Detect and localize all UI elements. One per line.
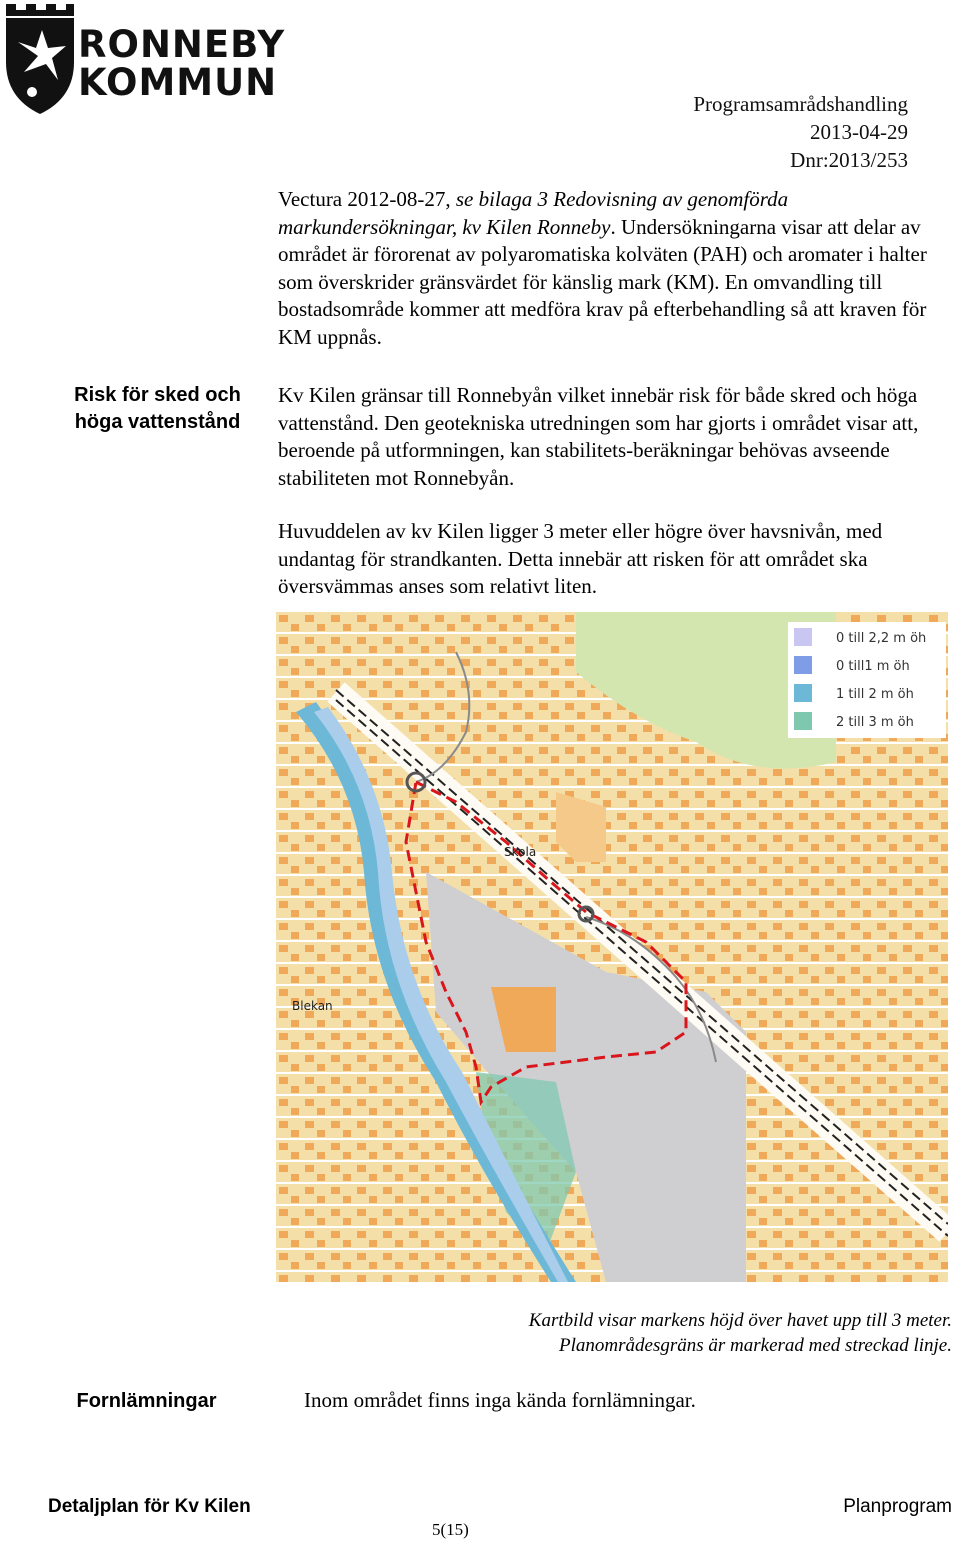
doc-type: Programsamrådshandling bbox=[693, 92, 908, 116]
ronneby-logo bbox=[0, 0, 290, 120]
doc-dnr: Dnr:2013/253 bbox=[790, 148, 908, 172]
legend-swatch-3 bbox=[794, 684, 812, 702]
fornl-text: Inom området finns inga kända fornlämningar. bbox=[304, 1388, 696, 1412]
footer-title: Detaljplan för Kv Kilen bbox=[48, 1496, 251, 1517]
legend-label-4: 2 till 3 m öh bbox=[836, 715, 914, 730]
caption-line2: Planområdesgräns är markerad med streckad linje. bbox=[559, 1335, 952, 1356]
logo-line2: KOMMUN bbox=[78, 61, 278, 104]
legend-label-1: 0 till 2,2 m öh bbox=[836, 631, 927, 646]
caption-line1: Kartbild visar markens höjd över havet upp till 3 meter. bbox=[528, 1310, 952, 1331]
map-graphic bbox=[276, 612, 948, 1282]
legend-label-3: 1 till 2 m öh bbox=[836, 687, 914, 702]
intro-lead: Vectura 2012-08-27, bbox=[278, 187, 456, 211]
footer-doc-type: Planprogram bbox=[843, 1496, 952, 1517]
risk-paragraph-1: Kv Kilen gränsar till Ronnebyån vilket innebär risk för både skred och höga vattenstånd. Den geotekniska utredningen som har gjorts i området visar att, beroende på utformningen, kan stabilitets-beräkningar behövas avseende stabiliteten mot Ronnebyån. bbox=[278, 383, 919, 490]
header-meta bbox=[693, 90, 908, 174]
intro-lead-italic: se bilaga 3 Redovisning av genomförda markundersökningar, kv Kilen Ronneby bbox=[278, 187, 789, 239]
legend-swatch-4 bbox=[794, 712, 812, 730]
logo-line1: RONNEBY bbox=[78, 23, 286, 66]
legend-label-2: 0 till1 m öh bbox=[836, 659, 910, 674]
coat-of-arms-icon bbox=[2, 2, 78, 118]
risk-paragraph-2: Huvuddelen av kv Kilen ligger 3 meter eller högre över havsnivån, med undantag för strandkanten. Detta innebär att risken för att området ska översvämmas anses som relativt liten. bbox=[278, 519, 883, 598]
legend-swatch-1 bbox=[794, 628, 812, 646]
map-label-school: Skola bbox=[504, 845, 537, 859]
page-number: 5(15) bbox=[432, 1520, 469, 1539]
fornl-heading: Fornlämningar bbox=[76, 1390, 217, 1412]
map-caption bbox=[392, 1308, 952, 1358]
legend-swatch-2 bbox=[794, 656, 812, 674]
map-label-district: Blekan bbox=[292, 999, 333, 1013]
intro-paragraph bbox=[278, 186, 938, 351]
intro-rest: . Undersökningarna visar att delar av området är förorenat av polyaromatiska kolväten (PAH) och aromater i halter som överskrider gränsvärdet för känslig mark (KM). En omvandling till bostadsområde kommer att medföra krav på efterbehandling så att kraven för KM uppnås. bbox=[278, 214, 927, 349]
doc-date: 2013-04-29 bbox=[810, 120, 908, 144]
risk-heading: Risk för sked och höga vattenstånd bbox=[74, 384, 241, 433]
elevation-map bbox=[276, 612, 948, 1282]
